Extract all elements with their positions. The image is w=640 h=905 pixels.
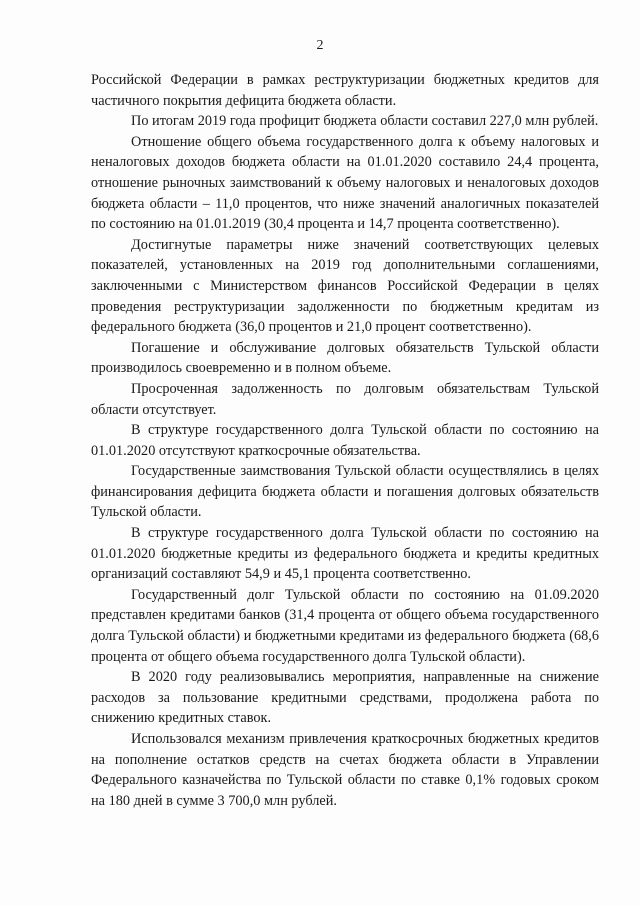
paragraph-short-term-obligations: В структуре государственного долга Тульской области по состоянию на 01.01.2020 отсутствуют краткосрочные обязательства. <box>91 422 599 459</box>
paragraph-borrowings: Государственные заимствования Тульской области осуществлялись в целях финансирования дефицита бюджета области и погашения долговых обязательств Тульской области. <box>91 463 599 521</box>
paragraph-continuation: Российской Федерации в рамках реструктуризации бюджетных кредитов для частичного покрытия дефицита бюджета области. <box>91 72 599 109</box>
document-body <box>91 70 599 811</box>
paragraph-debt-ratio: Отношение общего объема государственного долга к объему налоговых и неналоговых доходов бюджета области на 01.01.2020 составило 24,4 процента, отношение рыночных заимствований к объему налоговых и неналоговых доходов бюджета области – 11,0 процентов, что ниже значений аналогичных показателей по состоянию на 01.01.2019 (30,4 процента и 14,7 процента соответственно). <box>91 133 599 233</box>
paragraph-overdue-debt: Просроченная задолженность по долговым обязательствам Тульской области отсутствует. <box>91 380 599 418</box>
paragraph-debt-structure: В структуре государственного долга Тульской области по состоянию на 01.01.2020 бюджетные кредиты из федерального бюджета и кредиты кредитных организаций составляют 54,9 и 45,1 процента соответственно. <box>91 525 599 583</box>
paragraph-debt-2020: Государственный долг Тульской области по состоянию на 01.09.2020 представлен кредитами банков (31,4 процента от общего объема государственного долга Тульской области) и бюджетными кредитами из федерального бюджета (68,6 процента от общего объема государственного долга Тульской области). <box>91 586 599 665</box>
paragraph-target-indicators: Достигнутые параметры ниже значений соответствующих целевых показателей, установленных на 2019 год дополнительными соглашениями, заключенными с Министерством финансов Российской Федерации в целях проведения реструктуризации задолженности по бюджетным кредитам из федерального бюджета (36,0 процентов и 21,0 процент соответственно). <box>91 236 599 336</box>
paragraph-short-term-credits: Использовался механизм привлечения краткосрочных бюджетных кредитов на пополнение остатков средств на счетах бюджета области в Управлении Федерального казначейства по Тульской области по ставке 0,1% годовых сроком на 180 дней в сумме 3 700,0 млн рублей. <box>91 731 599 809</box>
paragraph-debt-servicing: Погашение и обслуживание долговых обязательств Тульской области производилось своевременно и в полном объеме. <box>91 339 599 377</box>
paragraph-surplus: По итогам 2019 года профицит бюджета области составил 227,0 млн рублей. <box>131 113 599 130</box>
paragraph-cost-reduction: В 2020 году реализовывались мероприятия, направленные на снижение расходов за пользование кредитными средствами, продолжена работа по снижению кредитных ставок. <box>91 669 599 727</box>
page-number: 2 <box>316 38 324 53</box>
